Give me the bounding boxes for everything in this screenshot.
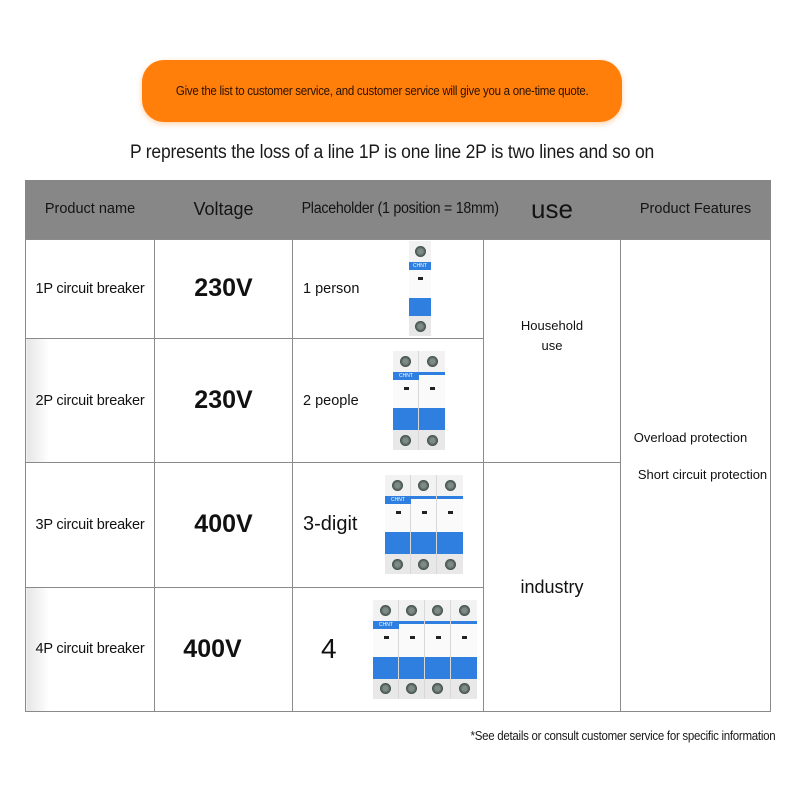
quote-banner (142, 60, 622, 122)
1-pole-breaker-icon: CHNT (409, 241, 431, 336)
voltage-cell: 230V (155, 239, 293, 338)
table-header-row (26, 180, 771, 239)
use-cell-industry: industry (484, 463, 621, 712)
banner-text: Give the list to customer service, and customer service will give you a one-time quote. (175, 84, 589, 98)
3-pole-breaker-icon: CHNT (385, 475, 463, 574)
feature-overload: Overload protection (633, 429, 748, 445)
header-voltage: Voltage (155, 180, 293, 239)
product-name-cell: 3P circuit breaker (26, 463, 155, 587)
placeholder-text: 3-digit (303, 513, 358, 536)
header-features: Product Features (621, 180, 771, 239)
placeholder-cell (293, 239, 484, 338)
breaker-comparison-table (25, 180, 771, 712)
placeholder-cell (293, 338, 484, 462)
feature-short-circuit: Short circuit protection (637, 466, 768, 482)
placeholder-text: 4 (321, 633, 337, 665)
product-name-cell: 1P circuit breaker (26, 239, 155, 338)
voltage-cell: 400V (155, 587, 293, 711)
placeholder-text: 1 person (303, 280, 360, 297)
footnote: *See details or consult customer service for specific information (470, 729, 775, 743)
2-pole-breaker-icon: CHNT (393, 351, 445, 450)
use-cell-household: Household use (484, 239, 621, 463)
header-placeholder: Placeholder (1 position = 18mm) (293, 180, 484, 239)
placeholder-text: 2 people (303, 392, 359, 409)
subtitle: P represents the loss of a line 1P is one line 2P is two lines and so on (129, 142, 655, 163)
voltage-cell: 230V (155, 338, 293, 462)
header-product-name: Product name (26, 180, 155, 239)
placeholder-cell (293, 463, 484, 587)
product-name-cell: 4P circuit breaker (26, 587, 155, 711)
voltage-cell: 400V (155, 463, 293, 587)
table-row (26, 239, 771, 338)
product-name-cell: 2P circuit breaker (26, 338, 155, 462)
placeholder-cell (293, 587, 484, 711)
header-use: use (484, 180, 621, 239)
4-pole-breaker-icon: CHNT (373, 600, 477, 699)
features-cell (621, 239, 771, 712)
